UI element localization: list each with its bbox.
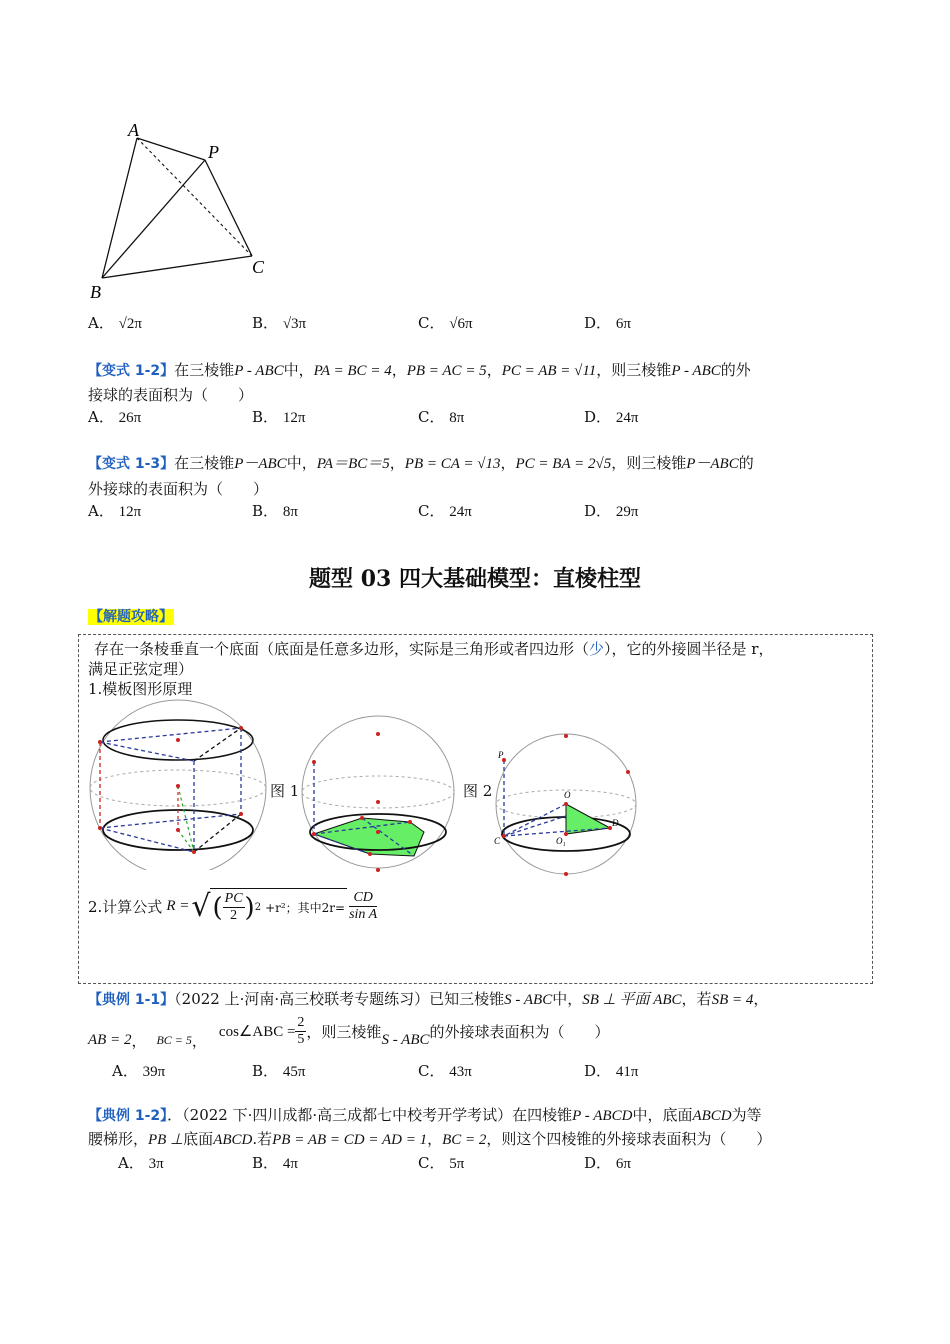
ex12-option-a[interactable] — [118, 1152, 164, 1173]
text: 中，底面 — [632, 1106, 693, 1124]
vertex-label-c: C — [252, 257, 265, 277]
fig2-label-p: P — [498, 750, 504, 760]
math: P－ABC — [234, 456, 287, 472]
ex12-option-d[interactable] — [584, 1152, 631, 1173]
ex11-option-c[interactable] — [418, 1060, 472, 1081]
option-value: √3π — [282, 316, 307, 332]
q12-option-c[interactable] — [418, 406, 464, 427]
q13-stem-line2: 外接球的表面积为（ ） — [88, 480, 269, 498]
option-value: 6π — [615, 316, 631, 332]
math: PB = AC = 5 — [406, 363, 487, 379]
math: SB ⊥ 平面 ABC — [582, 992, 682, 1008]
frac-num: CD — [349, 890, 377, 907]
math: BC = 5 — [156, 1033, 192, 1047]
option-letter: D． — [584, 1154, 612, 1172]
vertex-label-a: A — [128, 120, 139, 140]
option-letter: C． — [418, 314, 445, 332]
option-letter: D． — [584, 1062, 612, 1080]
math: ABCD — [692, 1108, 732, 1124]
option-value: 12π — [118, 504, 142, 520]
ex12-stem-line1 — [88, 1104, 762, 1125]
frac-den: sin A — [349, 906, 378, 922]
option-letter: B． — [252, 1154, 279, 1172]
q12-stem-line1 — [88, 359, 751, 380]
option-letter: C． — [418, 1154, 445, 1172]
text: 的外接球表面积为（ ） — [429, 1023, 610, 1041]
option-letter: C． — [418, 1062, 445, 1080]
math: PC = BA = 2√5 — [515, 456, 612, 472]
math: PB = CA = √13 — [404, 456, 501, 472]
option-value: 5π — [449, 1156, 465, 1172]
sqrt-sign: √ — [191, 888, 211, 924]
paren-close: ) — [244, 892, 255, 923]
math: S - ABC — [381, 1032, 430, 1048]
box-line1 — [94, 638, 773, 659]
formula-frac-1 — [223, 891, 245, 924]
option-value: 41π — [615, 1064, 639, 1080]
ex12-option-b[interactable] — [252, 1152, 298, 1173]
q12-option-d[interactable] — [584, 406, 638, 427]
option-value: 3π — [148, 1156, 164, 1172]
fig1-label: 图 1 — [270, 782, 300, 800]
text: 在三棱锥 — [174, 454, 235, 472]
formula-tail: +r²；其中2r= — [265, 901, 346, 915]
text: 中， — [552, 990, 583, 1008]
text: ， — [427, 1130, 443, 1148]
q11-option-b[interactable] — [252, 312, 306, 333]
box-line2: 满足正弦定理） — [88, 660, 194, 678]
text: ，若 — [681, 990, 712, 1008]
math: PA＝BC＝5 — [316, 456, 390, 472]
option-letter: A． — [118, 1154, 144, 1172]
option-letter: C． — [418, 502, 445, 520]
q13-tag: 【变式 1-3】 — [88, 456, 175, 472]
text: ），它的外接圆半径是 r， — [604, 640, 774, 658]
ex11-frac — [295, 1015, 306, 1048]
option-letter: D． — [584, 314, 612, 332]
q11-option-c[interactable] — [418, 312, 473, 333]
option-value: 8π — [282, 504, 298, 520]
formula-line — [88, 888, 377, 924]
formula-prefix: 2.计算公式 — [88, 897, 163, 916]
q12-tag: 【变式 1-2】 — [88, 363, 175, 379]
frac-den: 2 — [230, 908, 238, 923]
text: ，则这个四棱锥的外接球表面积为（ ） — [486, 1130, 772, 1148]
text: ， — [753, 990, 769, 1008]
formula-frac-2 — [349, 890, 377, 923]
box-line3: 1.模板图形原理 — [88, 680, 193, 698]
math: cos∠ABC = — [218, 1024, 296, 1040]
frac-num: PC — [224, 891, 243, 906]
math: ABCD — [213, 1132, 253, 1148]
math: PC = AB = √11 — [501, 363, 597, 379]
sphere-figure-2 — [492, 730, 642, 880]
frac-den: 5 — [297, 1032, 305, 1047]
text: ， — [191, 1032, 207, 1050]
math: P - ABCD — [572, 1108, 633, 1124]
sphere-cylinder-figure — [86, 698, 272, 870]
option-value: 4π — [282, 1156, 298, 1172]
q13-option-c[interactable] — [418, 500, 472, 521]
vertex-label-b: B — [90, 282, 101, 302]
q13-option-a[interactable] — [88, 500, 141, 521]
q12-option-a[interactable] — [88, 406, 141, 427]
text: ．（2022 下·四川成都·高三成都七中校考开学考试）在四棱锥 — [167, 1106, 573, 1124]
formula-r: R = — [166, 897, 190, 914]
text: 为等 — [731, 1106, 762, 1124]
text: ， — [131, 1032, 147, 1050]
math: PB = AB = CD = AD = 1 — [272, 1132, 428, 1148]
text: ， — [486, 361, 502, 379]
option-value: 8π — [449, 410, 465, 426]
option-letter: B． — [252, 408, 279, 426]
math: PB ⊥ — [148, 1132, 184, 1148]
q13-option-d[interactable] — [584, 500, 638, 521]
ex11-stem-line2 — [88, 1012, 610, 1051]
text: ，则三棱锥 — [611, 454, 687, 472]
sphere-figure-1 — [300, 712, 460, 872]
option-letter: C． — [418, 408, 445, 426]
option-letter: B． — [252, 314, 279, 332]
text: 存在一条棱垂直一个底面（底面是任意多边形，实际是三角形或者四边形（ — [94, 640, 590, 658]
q12-option-b[interactable] — [252, 406, 305, 427]
option-letter: A． — [88, 502, 114, 520]
text: 在三棱锥 — [174, 361, 235, 379]
vertex-label-p: P — [208, 142, 219, 162]
ex11-option-a[interactable] — [112, 1060, 165, 1081]
text: ， — [500, 454, 516, 472]
option-value: 24π — [615, 410, 639, 426]
frac-num: 2 — [297, 1015, 305, 1030]
fig2-label: 图 2 — [463, 782, 493, 800]
math: S - ABC — [504, 992, 553, 1008]
option-value: 45π — [282, 1064, 306, 1080]
option-value: 39π — [142, 1064, 166, 1080]
math: P－ABC — [686, 456, 739, 472]
option-value: √6π — [449, 316, 473, 332]
text: 中， — [286, 454, 317, 472]
ex12-tag: 【典例 1-2】 — [88, 1108, 168, 1124]
math: AB = 2 — [88, 1032, 132, 1048]
option-value: 12π — [282, 410, 306, 426]
fig2-label-c: C — [494, 836, 501, 846]
text: .若 — [252, 1130, 273, 1148]
option-value: 26π — [118, 410, 142, 426]
math: BC = 2 — [442, 1132, 487, 1148]
ex12-option-c[interactable] — [418, 1152, 464, 1173]
fig2-label-o: O — [564, 790, 571, 800]
text: ，则三棱锥 — [306, 1023, 382, 1041]
option-letter: D． — [584, 408, 612, 426]
text-highlight: 少 — [589, 640, 605, 658]
ex11-stem-line1 — [88, 988, 768, 1009]
math: SB = 4 — [711, 992, 754, 1008]
text: 腰梯形， — [88, 1130, 149, 1148]
option-value: 24π — [449, 504, 472, 520]
fig2-label-o1: O₁ — [556, 836, 566, 846]
text: （2022 上·河南·高三校联考专题练习）已知三棱锥 — [174, 990, 505, 1008]
option-value: 43π — [449, 1064, 472, 1080]
math: PA = BC = 4 — [313, 363, 392, 379]
strategy-tag — [88, 606, 174, 626]
math: P - ABC — [234, 363, 284, 379]
text: ， — [389, 454, 405, 472]
ex11-option-d[interactable] — [584, 1060, 638, 1081]
q12-stem-line2: 接球的表面积为（ ） — [88, 386, 254, 404]
option-letter: B． — [252, 1062, 279, 1080]
q11-option-a[interactable] — [88, 312, 142, 333]
text: 中， — [283, 361, 314, 379]
tetrahedron-figure — [80, 118, 280, 303]
text: ， — [391, 361, 407, 379]
q11-option-d[interactable] — [584, 312, 631, 333]
ex11-option-b[interactable] — [252, 1060, 305, 1081]
square-exp: 2 — [254, 902, 262, 913]
text: 的外 — [720, 361, 751, 379]
text: ，则三棱锥 — [596, 361, 672, 379]
ex11-tag: 【典例 1-1】 — [88, 992, 175, 1008]
strategy-tag-text: 【解题攻略】 — [89, 609, 173, 625]
option-value: √2π — [118, 316, 142, 332]
section-title: 题型 03 四大基础模型：直棱柱型 — [309, 566, 641, 592]
option-letter: D． — [584, 502, 612, 520]
q13-option-b[interactable] — [252, 500, 298, 521]
option-letter: A． — [88, 314, 114, 332]
text: 的 — [738, 454, 754, 472]
q13-stem-line1 — [88, 452, 754, 473]
text: 底面 — [183, 1130, 214, 1148]
option-value: 6π — [615, 1156, 631, 1172]
option-letter: A． — [88, 408, 114, 426]
ex12-stem-line2 — [88, 1128, 771, 1149]
option-value: 29π — [615, 504, 639, 520]
option-letter: A． — [112, 1062, 138, 1080]
fig2-label-d: D — [612, 818, 619, 828]
math: P - ABC — [671, 363, 721, 379]
sqrt-body — [210, 888, 347, 924]
paren-open: ( — [212, 892, 223, 923]
option-letter: B． — [252, 502, 279, 520]
